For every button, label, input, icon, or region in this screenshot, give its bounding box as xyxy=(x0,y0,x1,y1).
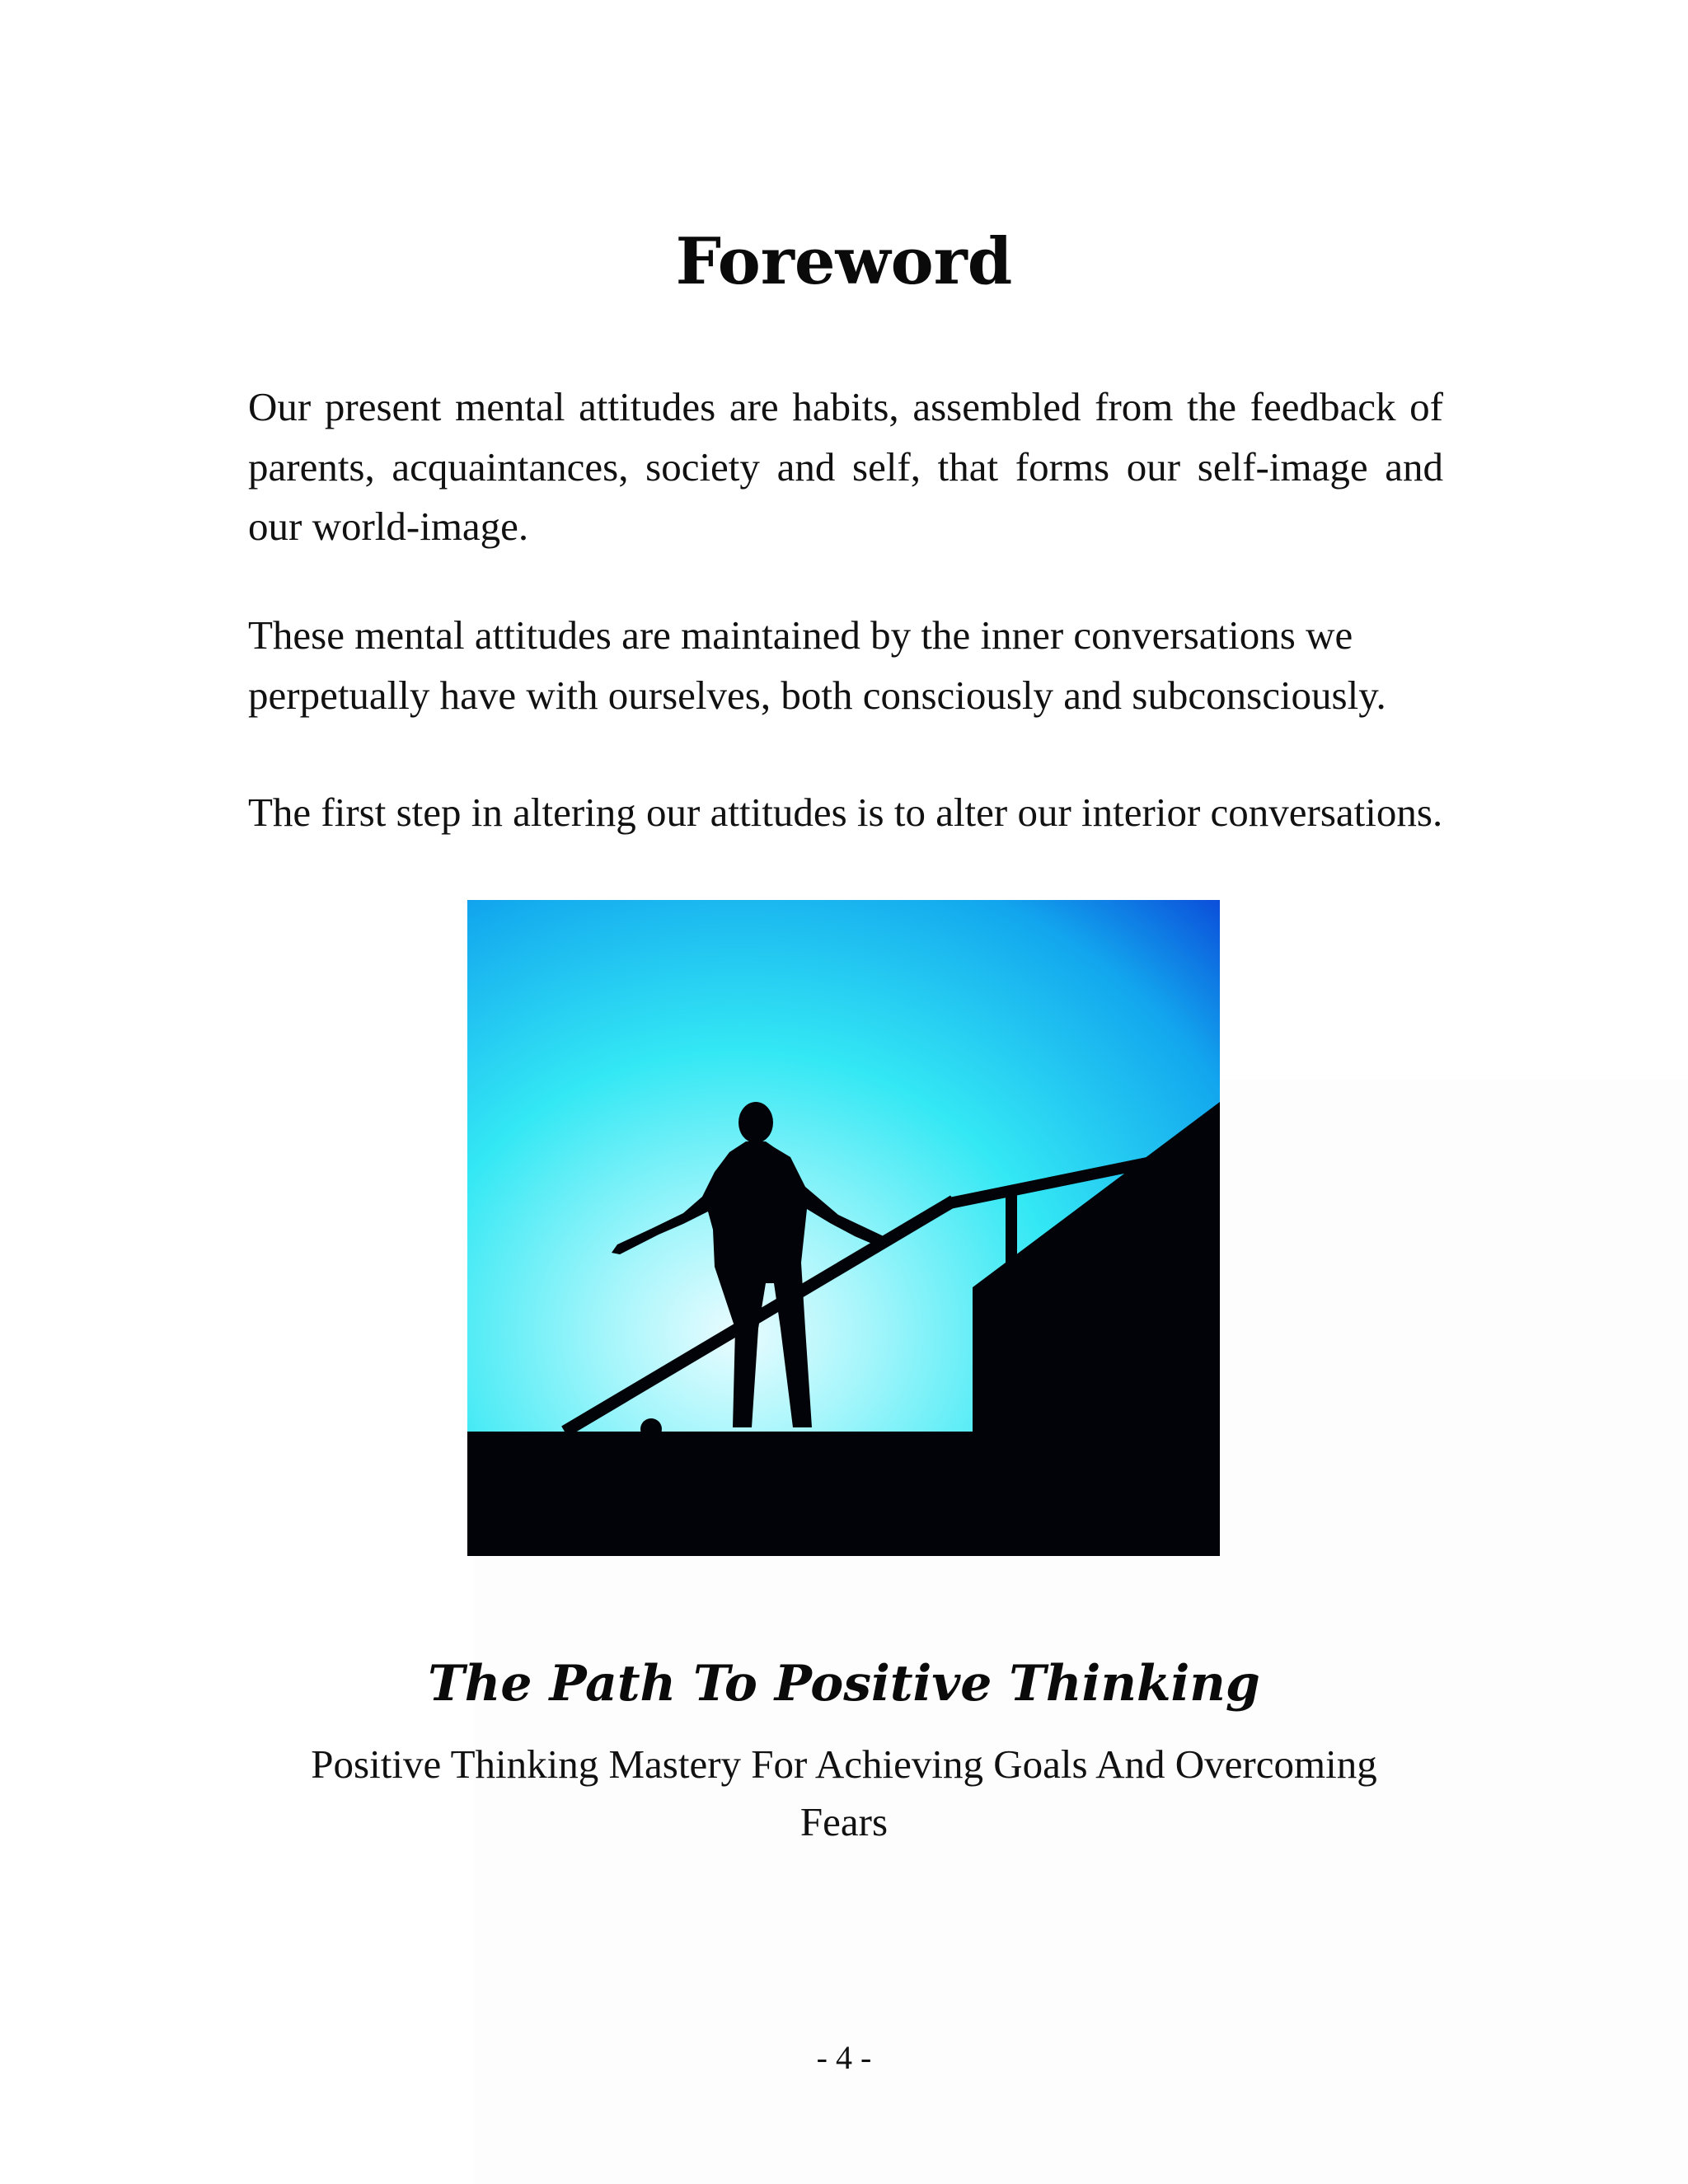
book-title: The Path To Positive Thinking xyxy=(428,1655,1260,1713)
foreword-paragraph-1: Our present mental attitudes are habits, assembled from the feedback of parents, acquaintances, society and self, that forms our self-image and our world-image. xyxy=(248,384,1443,549)
silhouette-man-on-stairs-photo xyxy=(467,900,1220,1556)
foreword-paragraph-3: The first step in altering our attitudes is to alter our interior conversations. xyxy=(248,790,1443,835)
book-subtitle: Positive Thinking Mastery For Achieving Goals And Overcoming Fears xyxy=(311,1741,1377,1844)
page-title: Foreword xyxy=(675,224,1013,299)
page-number: - 4 - xyxy=(816,2039,872,2076)
foreword-paragraph-2: These mental attitudes are maintained by the inner conversations we perpetually have with ourselves, both consciously and subconsciously. xyxy=(248,612,1386,718)
